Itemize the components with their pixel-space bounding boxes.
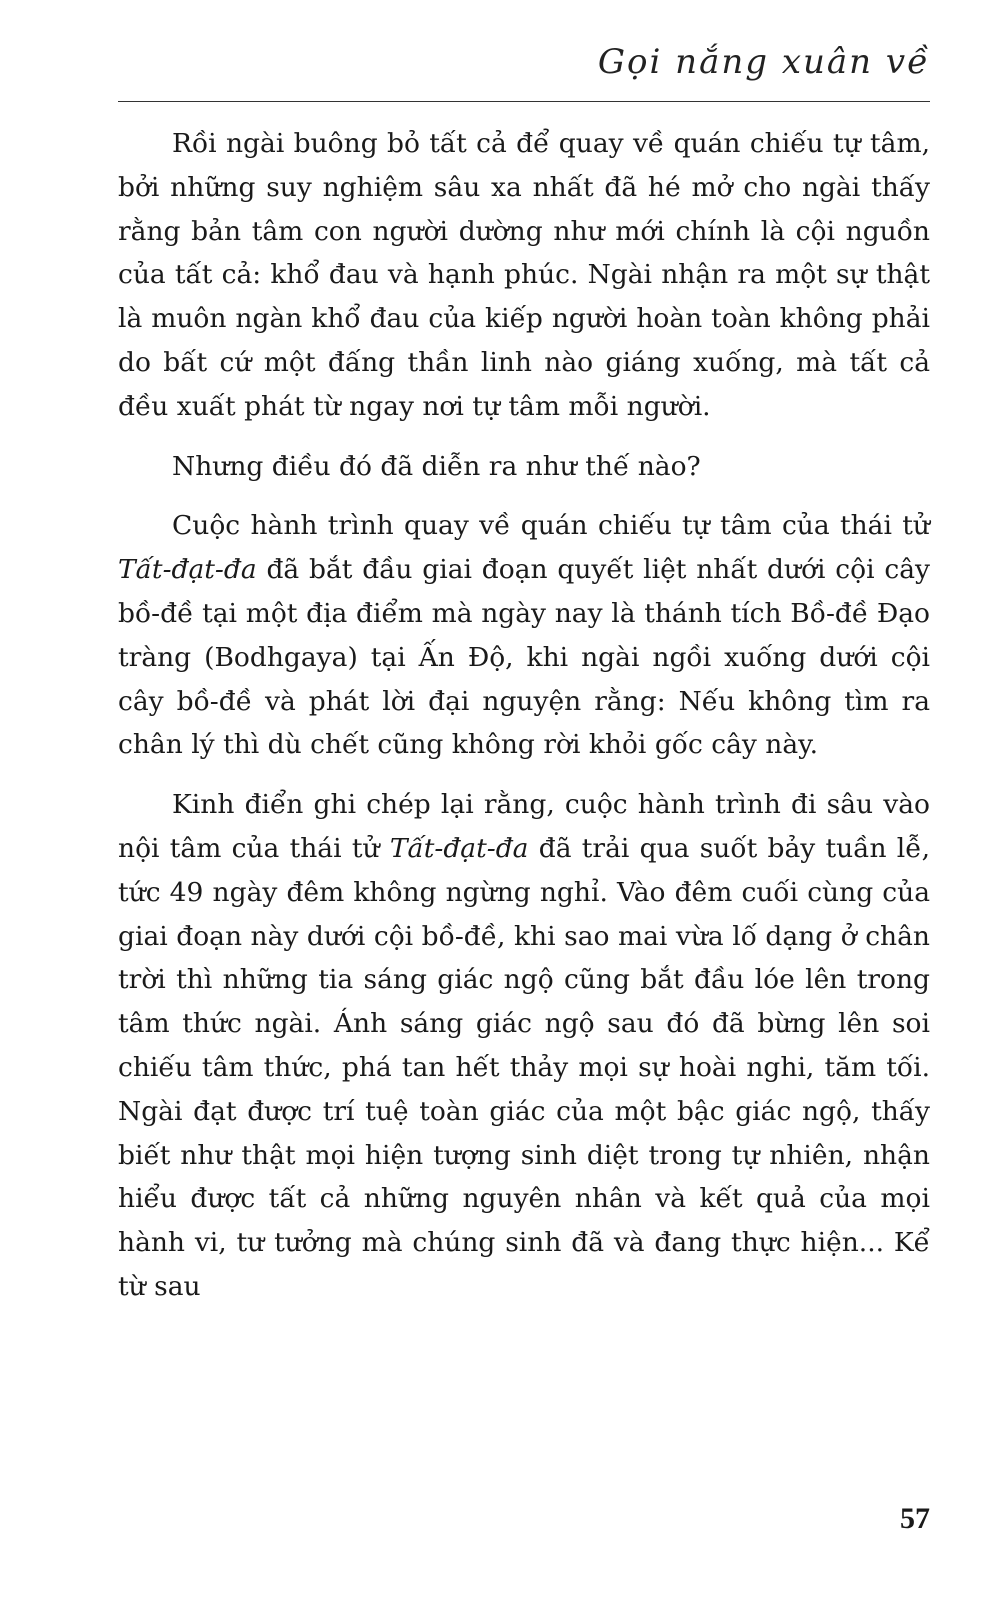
paragraph-3-italic-name: Tất-đạt-đa — [118, 554, 257, 586]
header-divider — [118, 101, 930, 102]
body-text — [118, 122, 930, 1325]
paragraph-1: Rồi ngài buông bỏ tất cả để quay về quán chiếu tự tâm, bởi những suy nghiệm sâu xa nhất đã hé mở cho ngài thấy rằng bản tâm con người dường như mới chính là cội nguồn của tất cả: khổ đau và hạnh phúc. Ngài nhận ra một sự thật là muôn ngàn khổ đau của kiếp người hoàn toàn không phải do bất cứ một đấng thần linh nào giáng xuống, mà tất cả đều xuất phát từ ngay nơi tự tâm mỗi người. — [118, 128, 930, 422]
paragraph-4 — [118, 783, 930, 1309]
paragraph-3-text-after: đã bắt đầu giai đoạn quyết liệt nhất dưới cội cây bồ-đề tại một địa điểm mà ngày nay là thánh tích Bồ-đề Đạo tràng (Bodhgaya) tại Ấn Độ, khi ngài ngồi xuống dưới cội cây bồ-đề và phát lời đại nguyện rằng: Nếu không tìm ra chân lý thì dù chết cũng không rời khỏi gốc cây này. — [118, 554, 930, 761]
paragraph-4-text-after: đã trải qua suốt bảy tuần lễ, tức 49 ngày đêm không ngừng nghỉ. Vào đêm cuối cùng của giai đoạn này dưới cội bồ-đề, khi sao mai vừa lố dạng ở chân trời thì những tia sáng giác ngộ cũng bắt đầu lóe lên trong tâm thức ngài. Ánh sáng giác ngộ sau đó đã bừng lên soi chiếu tâm thức, phá tan hết thảy mọi sự hoài nghi, tăm tối. Ngài đạt được trí tuệ toàn giác của một bậc giác ngộ, thấy biết như thật mọi hiện tượng sinh diệt trong tự nhiên, nhận hiểu được tất cả những nguyên nhân và kết quả của mọi hành vi, tư tưởng mà chúng sinh đã và đang thực hiện... Kể từ sau — [118, 832, 930, 1302]
paragraph-2: Nhưng điều đó đã diễn ra như thế nào? — [172, 450, 701, 482]
paragraph-3-text-before: Cuộc hành trình quay về quán chiếu tự tâm của thái tử — [172, 510, 930, 542]
paragraph-4-italic-name: Tất-đạt-đa — [389, 832, 529, 864]
paragraph-3 — [118, 504, 930, 767]
page-number: 57 — [900, 1502, 930, 1535]
paragraph-4-text-before: Kinh điển ghi chép lại rằng, cuộc hành trình đi sâu vào nội tâm của thái tử — [118, 789, 930, 864]
running-header-title: Gọi nắng xuân về — [597, 42, 930, 82]
